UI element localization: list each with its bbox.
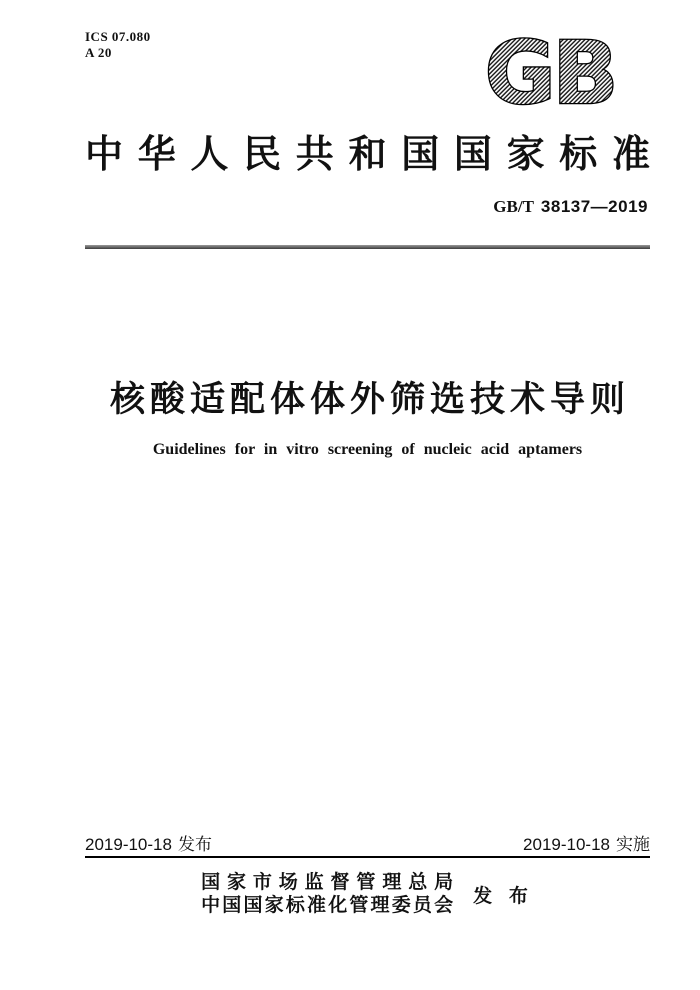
implementation-date-cell bbox=[523, 830, 650, 855]
header-rule bbox=[85, 245, 650, 249]
gb-logo-icon bbox=[478, 36, 622, 108]
classification-code: A 20 bbox=[85, 45, 112, 60]
designation-prefix: GB/T bbox=[493, 197, 534, 216]
issue-date-cell bbox=[85, 830, 212, 855]
issue-date: 2019-10-18 bbox=[85, 835, 172, 854]
ics-code: ICS 07.080 bbox=[85, 29, 151, 44]
designation-number: 38137—2019 bbox=[540, 197, 648, 216]
national-standard-title: 中华人民共和国国家标准 bbox=[85, 134, 650, 176]
document-title-english: Guidelines for in vitro screening of nucleic acid aptamers bbox=[152, 441, 583, 458]
gb-logo-letters: GB bbox=[484, 36, 616, 108]
implementation-date-label: 实施 bbox=[616, 835, 650, 854]
implementation-date: 2019-10-18 bbox=[523, 835, 610, 854]
dates-row bbox=[85, 830, 650, 855]
issuer-line-2: 中国国家标准化管理委员会 bbox=[201, 895, 454, 916]
publish-label: 发 布 bbox=[473, 885, 534, 907]
issue-date-label: 发布 bbox=[177, 835, 212, 854]
issuer-block bbox=[85, 871, 650, 917]
issuer-names bbox=[201, 871, 453, 917]
issuer-line-1: 国家市场监督管理总局 bbox=[201, 872, 454, 893]
standard-designation bbox=[493, 197, 648, 217]
footer-rule bbox=[85, 856, 650, 858]
document-title-chinese: 核酸适配体体外筛选技术导则 bbox=[109, 380, 630, 419]
ics-block bbox=[85, 29, 151, 61]
